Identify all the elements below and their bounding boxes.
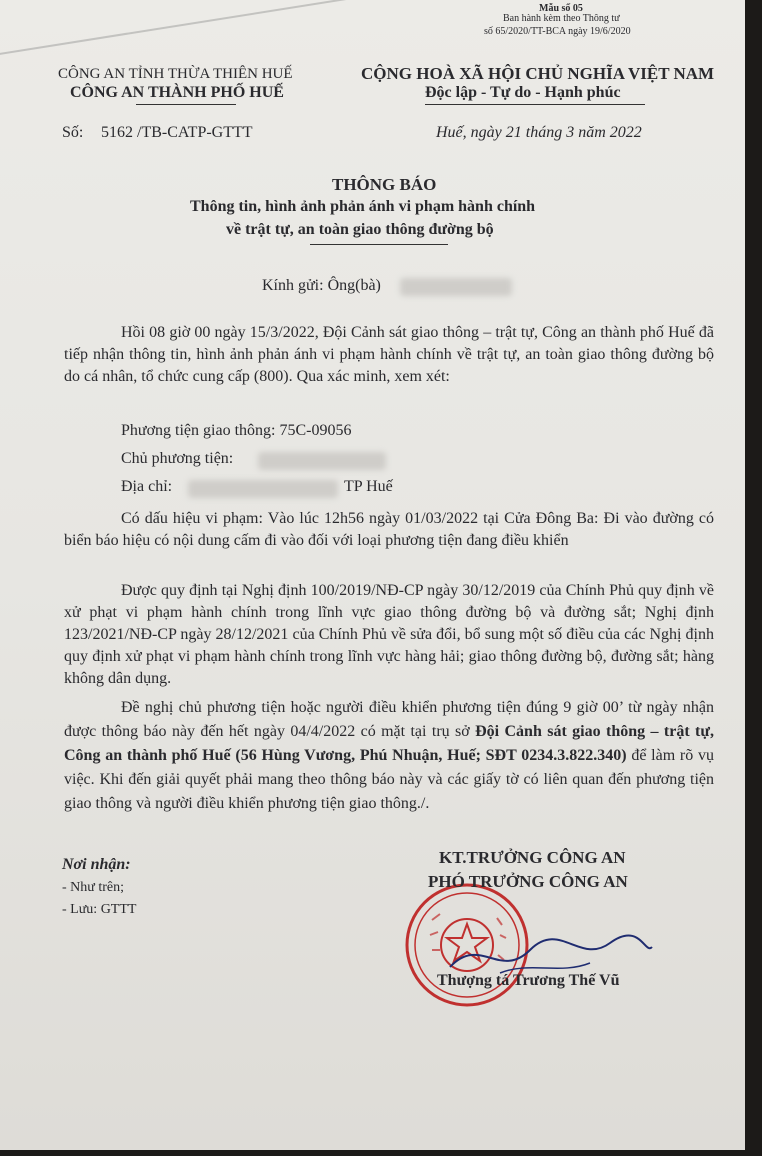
document-number-label: Số:: [62, 124, 84, 141]
intro-paragraph: Hồi 08 giờ 00 ngày 15/3/2022, Đội Cảnh sát giao thông – trật tự, Công an thành phố Huế đã tiếp nhận thông tin, hình ảnh phản ánh vi phạm hành chính về trật tự, an toàn giao thông đường bộ do cá nhân, tổ chức cung cấp (800). Qua xác minh, xem xét:: [64, 324, 714, 385]
document-title: THÔNG BÁO: [332, 175, 437, 194]
request-paragraph: [64, 696, 714, 816]
signature-title-line1: KT.TRƯỞNG CÔNG AN: [439, 848, 626, 867]
issued-with-line1: Ban hành kèm theo Thông tư: [503, 13, 620, 24]
national-title: CỘNG HOÀ XÃ HỘI CHỦ NGHĨA VIỆT NAM: [361, 64, 715, 83]
address-city: TP Huế: [344, 478, 393, 495]
motto-underline: [425, 104, 645, 105]
signature-title-line2: PHÓ TRƯỞNG CÔNG AN: [428, 872, 628, 891]
document-subtitle-line2: về trật tự, an toàn giao thông đường bộ: [226, 221, 494, 238]
document-subtitle-line1: Thông tin, hình ảnh phản ánh vi phạm hành chính: [190, 198, 536, 215]
vehicle-owner-label: Chủ phương tiện:: [121, 450, 234, 467]
subtitle-underline: [310, 244, 448, 245]
signer-name: Thượng tá Trương Thế Vũ: [437, 972, 620, 989]
national-motto: Độc lập - Tự do - Hạnh phúc: [425, 84, 621, 101]
agency-name: CÔNG AN THÀNH PHỐ HUẾ: [70, 84, 284, 101]
recipient-item: - Lưu: GTTT: [62, 902, 137, 917]
request-text-start: Đề nghị chủ phương tiện hoặc người điều khiển phương tiện đúng 9 giờ 00’ từ ngày nhận được thông báo này đến hết ngày 04/4/2022 có mặt tại trụ sở: [64, 699, 714, 740]
issued-with-line2: số 65/2020/TT-BCA ngày 19/6/2020: [484, 26, 631, 37]
office-address-bold: Đội Cảnh sát giao thông – trật tự, Công an thành phố Huế (56 Hùng Vương, Phú Nhuận, Huế; SĐT 0234.3.822.340): [64, 723, 714, 764]
redacted-address: [188, 480, 338, 498]
agency-parent: CÔNG AN TỈNH THỪA THIÊN HUẾ: [58, 66, 293, 82]
regulation-paragraph: Được quy định tại Nghị định 100/2019/NĐ-CP ngày 30/12/2019 của Chính Phủ quy định về xử phạt vi phạm hành chính trong lĩnh vực giao thông đường bộ và đường sắt; Nghị định 123/2021/NĐ-CP ngày 28/12/2021 của Chính Phủ về sửa đổi, bổ sung một số điều của các Nghị định quy định xử phạt vi phạm hành chính trong lĩnh vực hàng hải; giao thông đường bộ, đường sắt; hàng không dân dụng.: [64, 582, 714, 687]
request-text-end: để làm rõ vụ việc. Khi đến giải quyết phải mang theo thông báo này và các giấy tờ có liên quan đến phương tiện giao thông và người điều khiển phương tiện giao thông./.: [64, 747, 714, 812]
agency-underline: [136, 104, 236, 105]
vehicle-plate-line: Phương tiện giao thông: 75C-09056: [121, 422, 352, 439]
paper-fold-line: [0, 0, 395, 58]
form-number: Mẫu số 05: [539, 3, 583, 14]
violation-paragraph: Có dấu hiệu vi phạm: Vào lúc 12h56 ngày 01/03/2022 tại Cửa Đông Ba: Đi vào đường có biển báo hiệu có nội dung cấm đi vào đối với loại phương tiện đang điều khiển: [64, 510, 714, 549]
addressee-label: Kính gửi: Ông(bà): [262, 277, 381, 294]
redacted-addressee-name: [400, 278, 512, 296]
recipient-item: - Như trên;: [62, 880, 125, 895]
document-number: 5162 /TB-CATP-GTTT: [101, 124, 253, 141]
redacted-owner-name: [258, 452, 386, 470]
dateline: Huế, ngày 21 tháng 3 năm 2022: [436, 124, 642, 141]
recipients-label: Nơi nhận:: [62, 856, 131, 873]
address-label: Địa chỉ:: [121, 478, 173, 495]
